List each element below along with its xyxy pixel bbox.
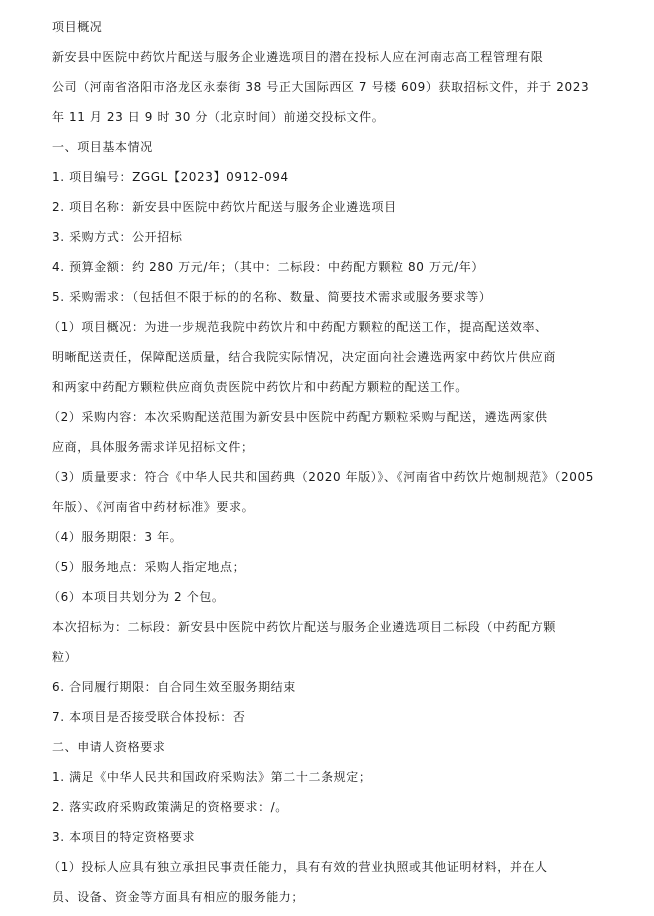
sub-item-continuation: 年版）、《河南省中药材标准》要求。 bbox=[52, 500, 255, 514]
tender-scope-continuation: 粒） bbox=[52, 650, 78, 664]
section-heading-basic-info: 一、项目基本情况 bbox=[52, 140, 153, 154]
sub-item-continuation: 应商，具体服务需求详见招标文件； bbox=[52, 440, 254, 454]
item-procurement-requirements: 5. 采购需求：（包括但不限于标的的名称、数量、简要技术需求或服务要求等） bbox=[52, 290, 492, 304]
item-consortium-bidding: 7. 本项目是否接受联合体投标：否 bbox=[52, 710, 246, 724]
item-budget: 4. 预算金额：约 280 万元/年；（其中：二标段：中药配方颗粒 80 万元/年） bbox=[52, 260, 484, 274]
sub-item-service-period: （4）服务期限：3 年。 bbox=[48, 530, 183, 544]
sub-item-service-location: （5）服务地点：采购人指定地点； bbox=[48, 560, 246, 574]
item-project-number: 1. 项目编号：ZGGL【2023】0912-094 bbox=[52, 170, 289, 184]
overview-paragraph-line: 新安县中医院中药饮片配送与服务企业遴选项目的潜在投标人应在河南志高工程管理有限 bbox=[52, 50, 544, 64]
sub-item-project-overview: （1）项目概况：为进一步规范我院中药饮片和中药配方颗粒的配送工作，提高配送效率、 bbox=[48, 320, 548, 334]
tender-scope-line: 本次招标为：二标段：新安县中医院中药饮片配送与服务企业遴选项目二标段（中药配方颗 bbox=[52, 620, 557, 634]
sub-item-bidder-capability: （1）投标人应具有独立承担民事责任能力，具有有效的营业执照或其他证明材料，并在人 bbox=[48, 860, 548, 874]
item-project-name: 2. 项目名称：新安县中医院中药饮片配送与服务企业遴选项目 bbox=[52, 200, 397, 214]
item-specific-qualifications: 3. 本项目的特定资格要求 bbox=[52, 830, 196, 844]
section-title-overview: 项目概况 bbox=[52, 20, 103, 34]
overview-paragraph-line: 年 11 月 23 日 9 时 30 分（北京时间）前递交投标文件。 bbox=[52, 110, 385, 124]
overview-paragraph-line: 公司（河南省洛阳市洛龙区永泰街 38 号正大国际西区 7 号楼 609）获取招标文件，并于 2023 bbox=[52, 80, 590, 94]
sub-item-continuation: 明晰配送责任，保障配送质量，结合我院实际情况，决定面向社会遴选两家中药饮片供应商 bbox=[52, 350, 557, 364]
item-contract-period: 6. 合同履行期限：自合同生效至服务期结束 bbox=[52, 680, 296, 694]
sub-item-continuation: 员、设备、资金等方面具有相应的服务能力； bbox=[52, 890, 305, 904]
section-heading-qualifications: 二、申请人资格要求 bbox=[52, 740, 166, 754]
item-qualification-policy: 2. 落实政府采购政策满足的资格要求：/。 bbox=[52, 800, 288, 814]
sub-item-quality-requirements: （3）质量要求：符合《中华人民共和国药典（2020 年版）》、《河南省中药饮片炮制规范》（2005 bbox=[48, 470, 594, 484]
sub-item-lots: （6）本项目共划分为 2 个包。 bbox=[48, 590, 225, 604]
sub-item-procurement-content: （2）采购内容：本次采购配送范围为新安县中医院中药配方颗粒采购与配送，遴选两家供 bbox=[48, 410, 548, 424]
item-procurement-method: 3. 采购方式：公开招标 bbox=[52, 230, 183, 244]
item-qualification-law: 1. 满足《中华人民共和国政府采购法》第二十二条规定； bbox=[52, 770, 372, 784]
sub-item-continuation: 和两家中药配方颗粒供应商负责医院中药饮片和中药配方颗粒的配送工作。 bbox=[52, 380, 468, 394]
